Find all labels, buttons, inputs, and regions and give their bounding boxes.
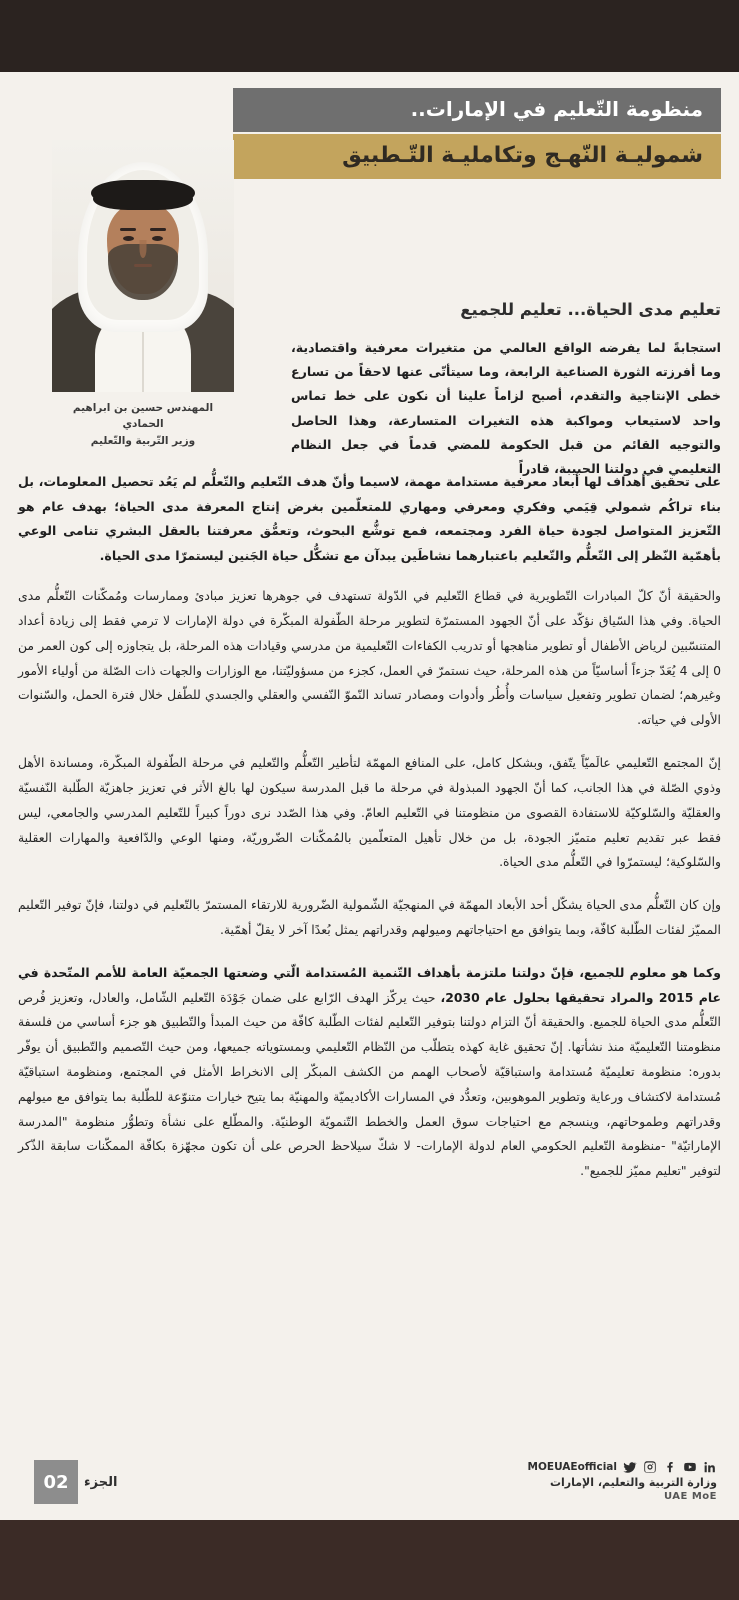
social-handle: MOEUAEofficial [527,1461,617,1473]
page-section-label: الجزء [84,1474,118,1490]
ministry-name: وزارة التربية والتعليم، الإمارات [549,1475,717,1489]
body-paragraph-2: والحقيقة أنّ كلّ المبادرات التّطويرية في قطاع التّعليم في الدّولة تستهدف في جوهرها تعزيز مبادئ وممارسات ومُمكّنات التّعلُّم مدى الحياة. وفي هذا السّياق نؤكّد على أنّ الجهود المستمرّة لتطوير مرحلة الطّفولة المبكّرة في دولة الإمارات لا ترمي فقط إلى زيادة أعداد المتنسّبين لرياض الأطفال أو تطوير مناهجها أو تدريب الكفاءات التّعليمية من مدرسي وقيادات هذه المرحلة، بل يتجاوزه إلى كون العمر من 0 إلى 4 يُعَدّ جزءاً أساسيّاً من هذه المرحلة، حيث نستمرّ في العمل، كجزء من مسؤوليّتنا، مع الوزارات والجهات ذات الصّلة من أولياء الأمور وغيرهم؛ لضمان تطوير وتفعيل سياسات وأُطُر وأدوات ومصادر تساند النّموّ النّفسي والعقلي والجسدي للطّفل خلال فترة الحمل، والسّنوات الأولى في حياته. [18,588,721,728]
figure-nose [140,240,147,258]
article-title-primary: منظومة التّعليم في الإمارات.. [233,88,721,132]
bottom-band [0,1520,739,1600]
figure-brow-right [150,228,166,231]
ministry-abbrev: UAE MoE [663,1491,717,1502]
twitter-icon[interactable] [623,1460,637,1474]
body-paragraph-5-rest: حيث يركّز الهدف الرّابع على ضمان جَوْدَة التّعليم الشّامل، والعادل، وتعزيز فُرص التّعلُّم مدى الحياة للجميع. والحقيقة أنّ التزام دولتنا بتوفير التّعليم لفئات الطّلبة كافّة من حيث المبدأ والتّطبيق هو جزء أساسي من فلسفة منظومتنا التّعليميّة منذ نشأتها. إنّ تحقيق غاية كهذه يتطلّب من النّظام التّعليمي وبمستوياته جميعها، ومن حيث التّصميم والتّطبيق أن يوفّر بدوره: منظومة تعليميّة مُستدامة واستباقيّة لأصحاب الهمم من الكشف المبكّر إلى الانخراط الأمثل في المجتمع، ومنظومة استباقيّة مُستدامة لاكتشاف ورعاية وتطوير الموهوبين، وتعدُّد في المسارات الأكاديميّة والمهنيّة بما يتيح خيارات متنوّعة للطّلبة بما يتوافق مع ميولهم وقدراتهم وطموحاتهم، وينسجم مع احتياجات سوق العمل والخطط التّنمويّة الوطنيّة. والمطّلع على نشأة وتطوُّر منظومة "المدرسة الإماراتيّة" -منظومة التّعليم الحكومي العام لدولة الإمارات- لا شكّ سيلاحظ الحرص على أن تكون مجهّزة بكافّة الممكّنات سابقة الذّكر لتوفير "تعليم مميّز للجميع". [18,989,721,1179]
article-header [233,88,721,179]
figure-eye-right [152,236,163,241]
figure-mouth [134,264,152,267]
figure-eye-left [123,236,134,241]
body-paragraph-5 [18,961,721,1184]
instagram-icon[interactable] [643,1460,657,1474]
ministry-credit [550,1475,717,1503]
social-bar [520,1460,717,1474]
article-body [18,470,721,1184]
lede-heading: تعليم مدى الحياة... تعليم للجميع [460,300,721,319]
body-paragraph-5-lead: وكما هو معلوم للجميع، فإنّ دولتنا ملتزمة بأهداف التّنمية المُستدامة الّتي وضعتها الجمعيّة العامة للأمم المتّحدة في عام 2015 والمراد تحقيقها بحلول عام 2030، [18,964,721,1005]
article-title-secondary: شموليـة النّهـج وتكامليـة التّـطبيق [233,134,721,179]
page-number-badge: 02 [34,1460,78,1504]
facebook-icon[interactable] [663,1460,677,1474]
author-caption [52,400,234,449]
author-role: وزير التّربية والتّعليم [90,434,196,447]
body-paragraph-1: على تحقيق أهداف لها أبعاد معرفية مستدامة مهمة، لاسيما وأنّ هدف التّعليم والتّعلُّم لم يَعُد تحصيل المعلومات، بل بناء تراكُم شمولي قِيَمي وفكري ومعرفي ومهاري للمتعلّمين بغرض إنتاج المعرفة مدى الحياة؛ بهدف عام هو التّعزيز المتواصل لجودة حياة الفرد ومجتمعه، فمع توشُّع البحوث، وتعمُّق معرفتنا بالعقل البشري تنامى الوعي بأهمّية النّظر إلى التّعلُّم والتّعليم باعتبارهما نشاطَين يبدآن مع تشكُّل حياة الجَنين ليستمرّا مدى الحياة. [18,474,721,563]
figure-brow-left [120,228,136,231]
youtube-icon[interactable] [683,1460,697,1474]
linkedin-icon[interactable] [703,1460,717,1474]
figure-agal [91,180,195,206]
author-name: المهندس حسين بن ابراهيم الحمادي [72,402,214,431]
top-band [0,0,739,72]
body-paragraph-4: وإن كان التّعلُّم مدى الحياة يشكّل أحد الأبعاد المهمّة في المنهجيّة الشّمولية الضّرورية للارتقاء المستمرّ بالتّعليم في دولتنا، فإنّ توفير التّعليم المميّز لفئات الطّلبة كافّة، وبما يتوافق مع احتياجاتهم وميولهم وقدراتهم يمثل بُعدًا آخر لا يقلّ أهمّية. [18,897,721,937]
author-photo [52,140,234,392]
body-paragraph-3: إنّ المجتمع التّعليمي عالَميّاً يتّفق، وبشكل كامل، على المنافع المهمّة لتأطير التّعلُّم والتّعليم في مرحلة الطّفولة المبكّرة، ومساندة الأهل وذوي الصّلة في هذا الجانب، كما أنّ الجهود المبذولة في مرحلة ما قبل المدرسة سيكون لها بالغ الأثر في تعزيز جاهزيّة الطّلبة النّفسيّة والعقليّة والسّلوكيّة للاستفادة القصوى من منظومتنا في التّعليم العامّ. وفي هذا الصّدد نرى دوراً كبيراً للتّعليم المدرسي والجامعي، ليس فقط عبر تقديم تعليم متميّز الجودة، بل من خلال تأهيل المتعلّمين بالمُمكّنات الضّروريّة، ومنها الوعي والدّافعية والمهارات العقلية والسّلوكية؛ ليستمرّوا في التّعلُّم مدى الحياة. [18,755,721,870]
lede-paragraph: استجابةً لما يفرضه الواقع العالمي من متغيرات معرفية واقتصادية، وما أفرزته الثورة الصناعية الرابعة، وما سيتأتّى عنها لاحقاً من تسارع خطى الإنتاجية والتقدم، أصبح لزاماً علينا أن نكون على خط تماس واحد لاستيعاب ومواكبة هذه التغيرات المتسارعة، وهذا الحاصل والتوجيه القائم من قبل الحكومة للمضي قدماً في جعل النظام التعليمي في دولتنا الحبيبة، قادراً [291,340,721,476]
author-portrait-block [52,140,234,449]
